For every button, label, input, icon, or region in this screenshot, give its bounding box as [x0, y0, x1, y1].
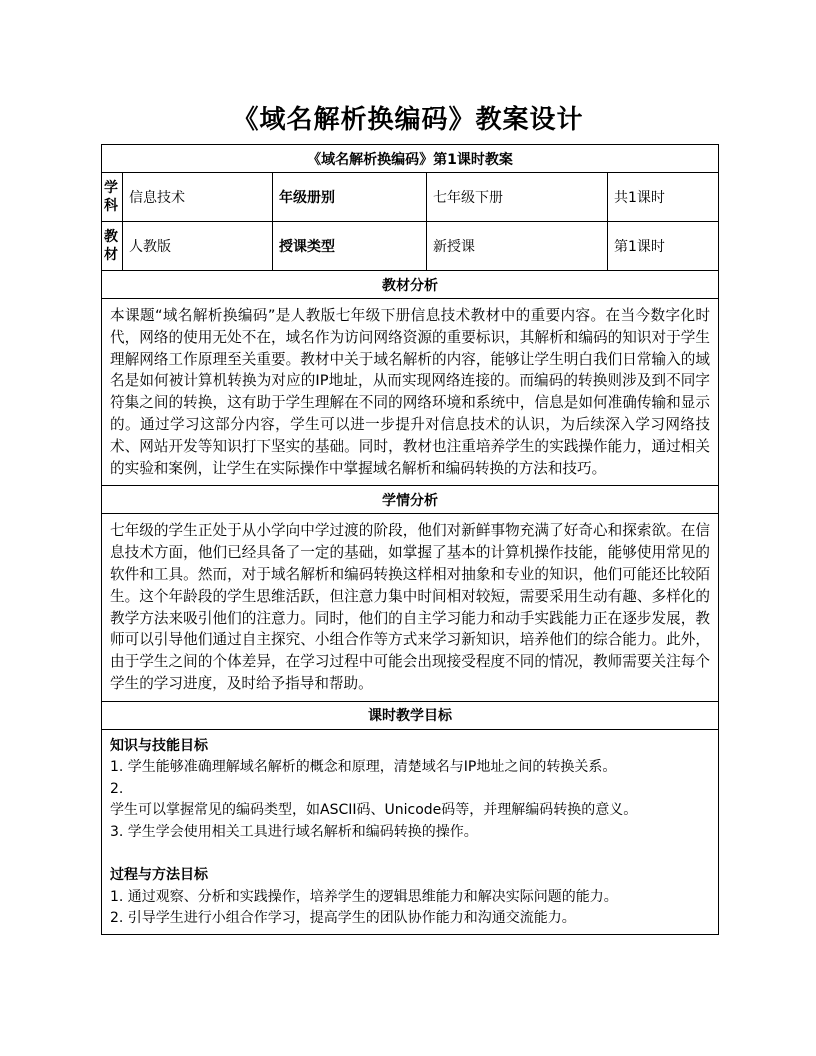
- process-objective-2: 2. 引导学生进行小组合作学习，提高学生的团队协作能力和沟通交流能力。: [110, 910, 576, 927]
- knowledge-objective-3: 3. 学生学会使用相关工具进行域名解析和编码转换的操作。: [110, 823, 478, 840]
- student-analysis-cell: [102, 514, 719, 701]
- knowledge-objective-1: 1. 学生能够准确理解域名解析的概念和原理，清楚域名与IP地址之间的转换关系。: [110, 759, 617, 776]
- lesson-title: 《域名解析换编码》第1课时教案: [102, 145, 719, 173]
- document-title: 《域名解析换编码》教案设计: [232, 105, 584, 135]
- objectives-cell: [102, 729, 719, 934]
- lesson-plan-table: [101, 144, 719, 935]
- grade-label: 年级册别: [273, 173, 427, 222]
- lesson-number: 第1课时: [608, 222, 719, 271]
- knowledge-objective-2: 学生可以掌握常见的编码类型，如ASCII码、Unicode码等，并理解编码转换的意义。: [110, 802, 638, 819]
- lesson-type-value: 新授课: [427, 222, 608, 271]
- knowledge-objective-2-number: 2.: [110, 780, 124, 797]
- material-analysis-heading: 教材分析: [102, 271, 719, 299]
- objectives-heading: 课时教学目标: [102, 701, 719, 729]
- spacer: [110, 843, 710, 865]
- subject-label: 学科: [102, 173, 123, 222]
- student-analysis-text: 七年级的学生正处于从小学向中学过渡的阶段，他们对新鲜事物充满了好奇心和探索欲。在信息技术方面，他们已经具备了一定的基础，如掌握了基本的计算机操作技能，能够使用常见的软件和工具。然而，对于域名解析和编码转换这样相对抽象和专业的知识，他们可能还比较陌生。这个年龄段的学生思维活跃，但注意力集中时间相对较短，需要采用生动有趣、多样化的教学方法来吸引他们的注意力。同时，他们的自主学习能力和动手实践能力正在逐步发展，教师可以引导他们通过自主探究、小组合作等方式来学习新知识，培养他们的综合能力。此外，由于学生之间的个体差异，在学习过程中可能会出现接受程度不同的情况，教师需要关注每个学生的学习进度，及时给予指导和帮助。: [110, 522, 711, 692]
- total-lessons: 共1课时: [608, 173, 719, 222]
- subject-value: 信息技术: [123, 173, 273, 222]
- textbook-label: 教材: [102, 222, 123, 271]
- textbook-value: 人教版: [123, 222, 273, 271]
- process-objectives-heading: 过程与方法目标: [110, 867, 208, 884]
- knowledge-objectives-heading: 知识与技能目标: [110, 737, 208, 754]
- material-analysis-text: 本课题“域名解析换编码”是人教版七年级下册信息技术教材中的重要内容。在当今数字化时代，网络的使用无处不在，域名作为访问网络资源的重要标识，其解析和编码的知识对于学生理解网络工作原理至关重要。教材中关于域名解析的内容，能够让学生明白我们日常输入的域名是如何被计算机转换为对应的IP地址，从而实现网络连接的。而编码的转换则涉及到不同字符集之间的转换，这有助于学生理解在不同的网络环境和系统中，信息是如何准确传输和显示的。通过学习这部分内容，学生可以进一步提升对信息技术的认识，为后续深入学习网络技术、网站开发等知识打下坚实的基础。同时，教材也注重培养学生的实践操作能力，通过相关的实验和案例，让学生在实际操作中掌握域名解析和编码转换的方法和技巧。: [110, 307, 711, 477]
- info-row-textbook: [102, 222, 719, 271]
- process-objective-1: 1. 通过观察、分析和实践操作，培养学生的逻辑思维能力和解决实际问题的能力。: [110, 888, 618, 905]
- info-row-subject: [102, 173, 719, 222]
- student-analysis-heading: 学情分析: [102, 486, 719, 514]
- grade-value: 七年级下册: [427, 173, 608, 222]
- lesson-type-label: 授课类型: [273, 222, 427, 271]
- material-analysis-cell: [102, 299, 719, 486]
